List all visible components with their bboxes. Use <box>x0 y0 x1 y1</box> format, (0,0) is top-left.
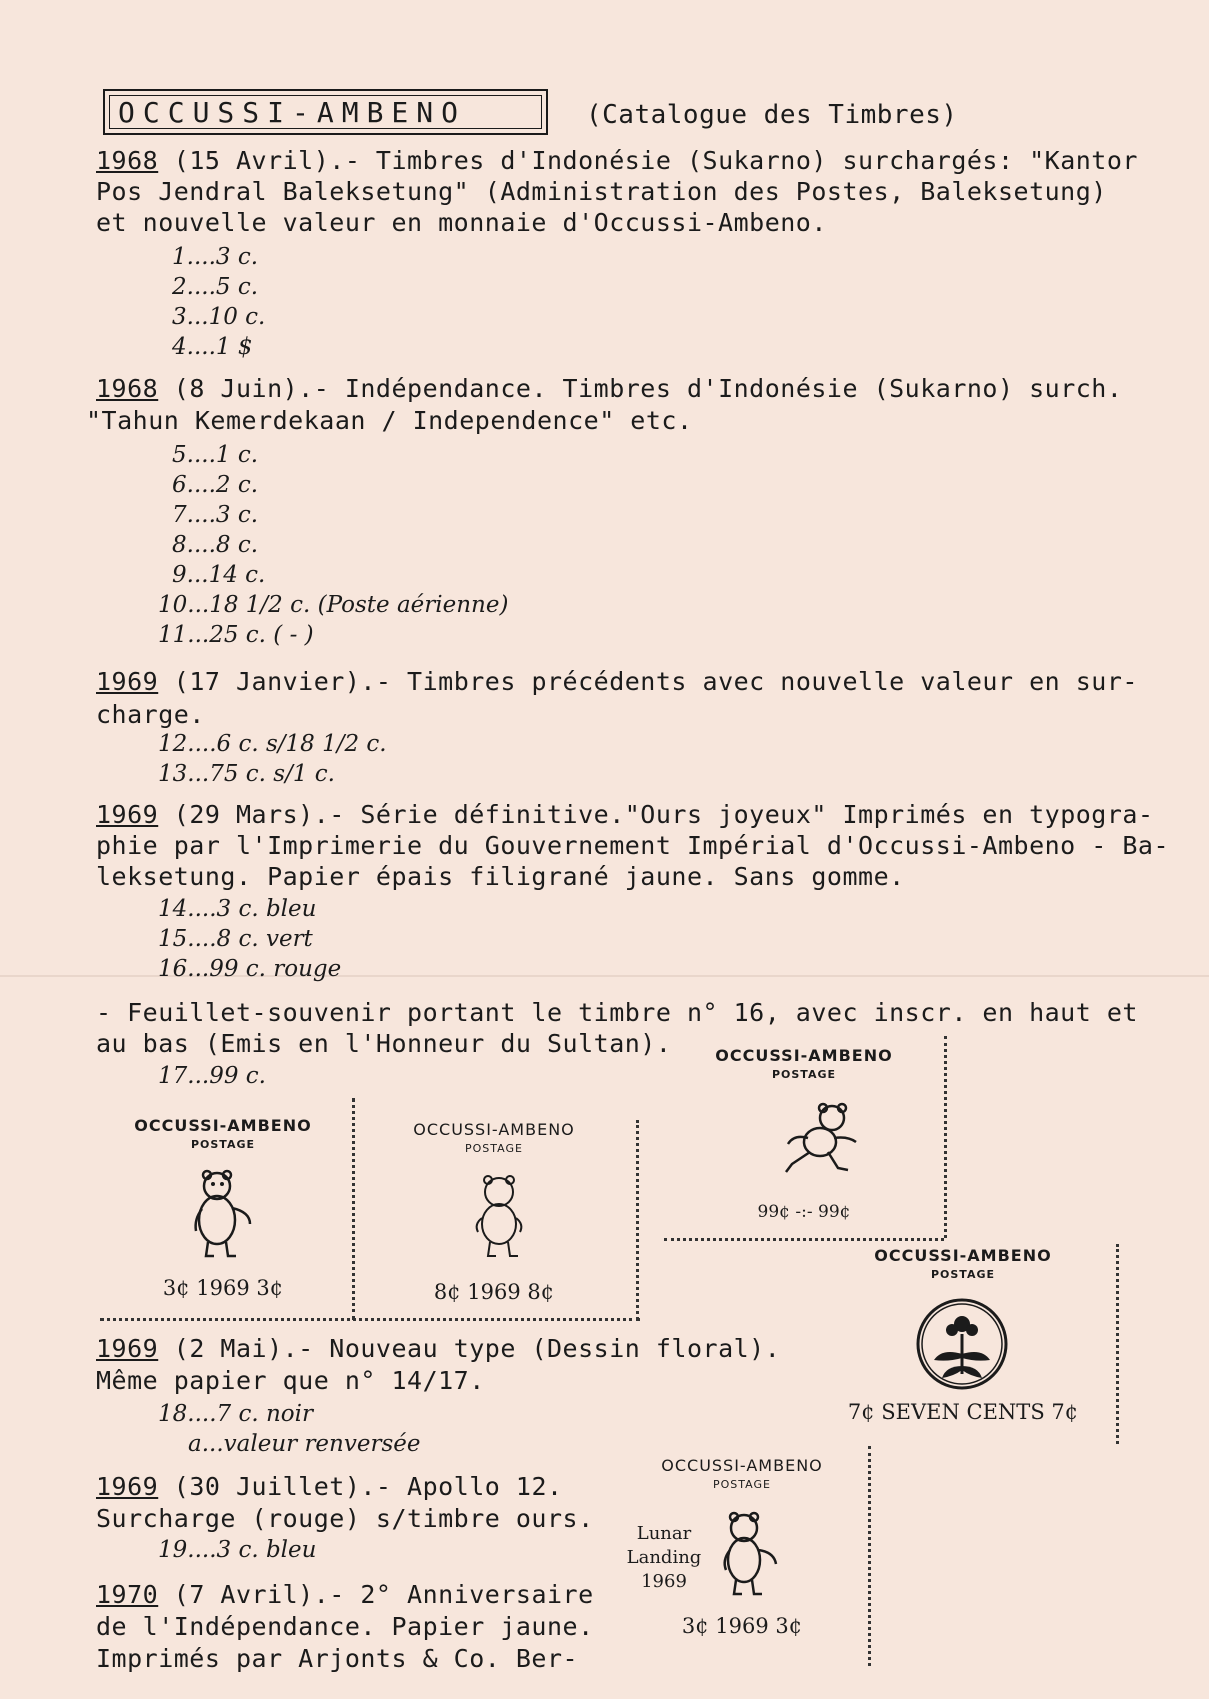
section-4-line-1: 1969 (29 Mars).- Série définitive."Ours joyeux" Imprimés en typogra- <box>96 800 1154 829</box>
bear-icon <box>172 1164 272 1264</box>
stamp-postage: POSTAGE <box>465 1142 523 1155</box>
list-item: 11...25 c. ( - ) <box>158 622 314 648</box>
stamp-postage: POSTAGE <box>930 1268 996 1281</box>
stamp-7c-floral <box>818 1240 1108 1440</box>
list-item: 14....3 c. bleu <box>158 896 317 922</box>
section-4-line-2: phie par l'Imprimerie du Gouvernement Impérial d'Occussi-Ambeno - Ba- <box>96 831 1170 860</box>
section-5-line-1: - Feuillet-souvenir portant le timbre n° 16, avec inscr. en haut et <box>96 998 1138 1027</box>
stamp-value: 3¢ 1969 3¢ <box>162 1276 284 1300</box>
stamp-header: OCCUSSI-AMBENO <box>874 1246 1052 1265</box>
page-subtitle: (Catalogue des Timbres) <box>586 100 958 130</box>
stamp-postage: POSTAGE <box>713 1478 771 1491</box>
list-item: 15....8 c. vert <box>158 926 313 952</box>
section-1-line-3: et nouvelle valeur en monnaie d'Occussi-Ambeno. <box>96 208 827 237</box>
list-item: 9...14 c. <box>172 562 266 588</box>
list-item: a...valeur renversée <box>188 1431 421 1457</box>
section-7-line-1: 1969 (30 Juillet).- Apollo 12. <box>96 1472 563 1501</box>
list-item: 13...75 c. s/1 c. <box>158 761 335 787</box>
section-5-line-2: au bas (Emis en l'Honneur du Sultan). <box>96 1029 672 1058</box>
list-item: 4....1 $ <box>172 334 253 360</box>
stamp-value: 8¢ 1969 8¢ <box>433 1280 555 1304</box>
title-box <box>103 89 548 135</box>
list-item: 16...99 c. rouge <box>158 956 342 982</box>
perforation <box>100 1318 640 1321</box>
stamp-postage: POSTAGE <box>190 1138 256 1151</box>
section-8-line-1: 1970 (7 Avril).- 2° Anniversaire <box>96 1580 594 1609</box>
list-item: 19....3 c. bleu <box>158 1537 317 1563</box>
list-item: 6....2 c. <box>172 472 259 498</box>
section-3-line-2: charge. <box>96 700 205 729</box>
stamp-header: OCCUSSI-AMBENO <box>661 1456 823 1475</box>
perforation <box>352 1098 355 1320</box>
list-item: 3...10 c. <box>172 304 266 330</box>
stamp-value: 99¢ -:- 99¢ <box>757 1202 851 1222</box>
section-8-line-3: Imprimés par Arjonts & Co. Ber- <box>96 1644 579 1673</box>
list-item: 10...18 1/2 c. (Poste aérienne) <box>158 592 509 618</box>
stamp-header: OCCUSSI-AMBENO <box>413 1120 575 1139</box>
list-item: 7....3 c. <box>172 502 259 528</box>
stamp-header: OCCUSSI-AMBENO <box>715 1046 893 1065</box>
list-item: 12....6 c. s/18 1/2 c. <box>158 731 387 757</box>
perforation <box>868 1446 871 1666</box>
section-8-line-2: de l'Indépendance. Papier jaune. <box>96 1612 594 1641</box>
stamp-lunar-landing <box>614 1446 870 1656</box>
stamp-header: OCCUSSI-AMBENO <box>134 1116 312 1135</box>
list-item: 17...99 c. <box>158 1063 266 1089</box>
section-4-line-3: leksetung. Papier épais filigrané jaune. Sans gomme. <box>96 862 905 891</box>
section-6-line-1: 1969 (2 Mai).- Nouveau type (Dessin floral). <box>96 1334 781 1363</box>
section-6-line-2: Même papier que n° 14/17. <box>96 1366 485 1395</box>
list-item: 1....3 c. <box>172 244 259 270</box>
section-2-line-1: 1968 (8 Juin).- Indépendance. Timbres d'Indonésie (Sukarno) surch. <box>96 374 1123 403</box>
floral-emblem-icon <box>912 1294 1012 1394</box>
section-1-line-1: 1968 (15 Avril).- Timbres d'Indonésie (Sukarno) surchargés: "Kantor <box>96 146 1138 175</box>
stamp-value: 7¢ SEVEN CENTS 7¢ <box>847 1400 1079 1424</box>
section-3-line-1: 1969 (17 Janvier).- Timbres précédents avec nouvelle valeur en sur- <box>96 667 1138 696</box>
section-1-line-2: Pos Jendral Baleksetung" (Administration des Postes, Baleksetung) <box>96 177 1107 206</box>
stamp-postage: POSTAGE <box>771 1068 837 1081</box>
overprint-line: Landing <box>626 1547 702 1568</box>
overprint-line: 1969 <box>641 1571 687 1592</box>
perforation <box>636 1120 639 1320</box>
page-title: OCCUSSI-AMBENO <box>109 95 542 129</box>
perforation <box>944 1036 947 1238</box>
list-item: 5....1 c. <box>172 442 259 468</box>
lunar-landing-overprint <box>624 1522 704 1594</box>
list-item: 2....5 c. <box>172 274 259 300</box>
stamp-99c-bear <box>666 1036 942 1234</box>
bear-icon <box>464 1170 534 1260</box>
section-2-line-2: "Tahun Kemerdekaan / Independence" etc. <box>86 406 693 435</box>
perforation <box>1116 1244 1119 1444</box>
bear-icon <box>708 1510 788 1600</box>
stamp-8c-bear <box>360 1104 628 1318</box>
overprint-line: Lunar <box>636 1523 692 1544</box>
list-item: 8....8 c. <box>172 532 259 558</box>
stamp-value: 3¢ 1969 3¢ <box>681 1614 803 1638</box>
running-bear-icon <box>770 1100 870 1180</box>
stamp-3c-bear <box>92 1100 354 1320</box>
section-7-line-2: Surcharge (rouge) s/timbre ours. <box>96 1504 594 1533</box>
list-item: 18....7 c. noir <box>158 1401 313 1427</box>
